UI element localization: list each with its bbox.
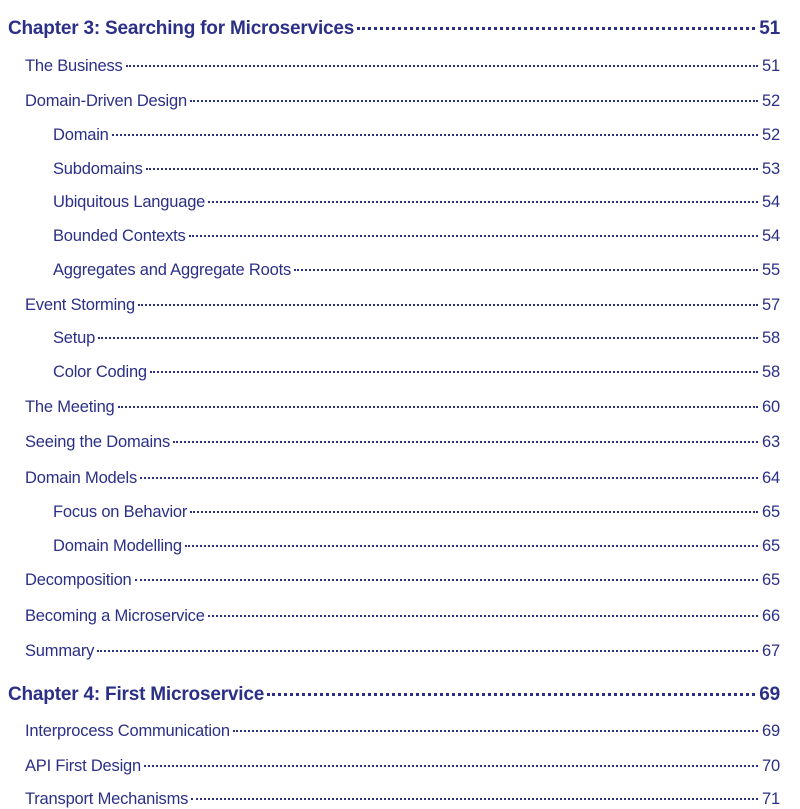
toc-entry-page: 52: [762, 126, 780, 144]
toc-section-entry: [25, 722, 780, 741]
toc-entry-page: 52: [762, 92, 780, 110]
toc-entry-title: Focus on Behavior: [53, 503, 188, 521]
toc-entry-page: 70: [762, 757, 780, 775]
toc-section-entry: [25, 398, 780, 417]
dot-leader: [190, 511, 758, 513]
toc-entry-title: Domain Models: [25, 469, 138, 487]
toc-entry-title: Chapter 3: Searching for Microservices: [8, 18, 355, 39]
dot-leader: [97, 650, 758, 652]
dot-leader: [208, 615, 758, 617]
toc-entry-page: 69: [762, 722, 780, 740]
toc-entry-page: 51: [759, 18, 780, 39]
toc-subsection-entry: [53, 193, 780, 212]
toc-section-entry: [25, 469, 780, 488]
toc-entry-title: Transport Mechanisms: [25, 790, 189, 808]
toc-entry-title: Summary: [25, 642, 95, 660]
toc-section-entry: [25, 92, 780, 111]
dot-leader: [135, 579, 759, 581]
dot-leader: [98, 337, 758, 339]
dot-leader: [190, 100, 758, 102]
toc-entry-page: 65: [762, 503, 780, 521]
toc-subsection-entry: [53, 261, 780, 280]
toc-chapter-entry: [8, 684, 780, 706]
toc-section-entry: [25, 571, 780, 590]
toc-entry-page: 58: [762, 363, 780, 381]
toc-subsection-entry: [53, 160, 780, 179]
dot-leader: [126, 65, 758, 67]
toc-entry-page: 51: [762, 57, 780, 75]
toc-entry-page: 64: [762, 469, 780, 487]
dot-leader: [173, 441, 758, 443]
toc-section-entry: [25, 296, 780, 315]
toc-entry-title: Color Coding: [53, 363, 147, 381]
toc-entry-page: 60: [762, 398, 780, 416]
dot-leader: [185, 545, 758, 547]
toc-entry-title: Chapter 4: First Microservice: [8, 684, 265, 705]
toc-entry-page: 65: [762, 571, 780, 589]
toc-entry-title: Decomposition: [25, 571, 132, 589]
toc-section-entry: [25, 57, 780, 76]
toc-entry-title: The Meeting: [25, 398, 115, 416]
toc-entry-title: Aggregates and Aggregate Roots: [53, 261, 292, 279]
toc-entry-page: 54: [762, 193, 780, 211]
toc-subsection-entry: [53, 503, 780, 522]
toc-entry-title: Becoming a Microservice: [25, 607, 205, 625]
dot-leader: [294, 269, 758, 271]
toc-entry-title: Domain: [53, 126, 109, 144]
toc-entry-title: Domain-Driven Design: [25, 92, 187, 110]
toc-entry-page: 65: [762, 537, 780, 555]
toc-entry-title: Ubiquitous Language: [53, 193, 206, 211]
dot-leader: [140, 477, 758, 479]
toc-subsection-entry: [53, 126, 780, 145]
toc-entry-title: API First Design: [25, 757, 141, 775]
dot-leader: [208, 201, 758, 203]
toc-entry-page: 67: [762, 642, 780, 660]
toc-subsection-entry: [53, 363, 780, 382]
dot-leader: [144, 765, 758, 767]
toc-subsection-entry: [53, 329, 780, 348]
dot-leader: [138, 304, 758, 306]
toc-entry-page: 53: [762, 160, 780, 178]
toc-chapter-entry: [8, 18, 780, 40]
dot-leader: [189, 235, 758, 237]
toc-subsection-entry: [53, 227, 780, 246]
dot-leader: [267, 693, 755, 696]
toc-entry-page: 58: [762, 329, 780, 347]
toc-entry-page: 57: [762, 296, 780, 314]
dot-leader: [150, 371, 758, 373]
toc-entry-title: Seeing the Domains: [25, 433, 170, 451]
toc-entry-page: 55: [762, 261, 780, 279]
toc-section-entry: [25, 607, 780, 626]
toc-entry-page: 54: [762, 227, 780, 245]
toc-entry-page: 66: [762, 607, 780, 625]
dot-leader: [112, 134, 758, 136]
toc-entry-title: Domain Modelling: [53, 537, 182, 555]
toc-entry-page: 71: [762, 790, 780, 808]
toc-entry-title: Setup: [53, 329, 96, 347]
dot-leader: [357, 27, 755, 30]
toc-section-entry: [25, 433, 780, 452]
dot-leader: [146, 168, 758, 170]
dot-leader: [233, 730, 758, 732]
toc-entry-title: Bounded Contexts: [53, 227, 186, 245]
toc-entry-title: The Business: [25, 57, 123, 75]
toc-subsection-entry: [53, 537, 780, 556]
toc-entry-title: Interprocess Communication: [25, 722, 230, 740]
toc-entry-page: 63: [762, 433, 780, 451]
dot-leader: [118, 406, 759, 408]
toc-section-entry: [25, 757, 780, 776]
toc-entry-page: 69: [759, 684, 780, 705]
toc-entry-title: Subdomains: [53, 160, 143, 178]
toc-entry-title: Event Storming: [25, 296, 136, 314]
toc-section-entry: [25, 642, 780, 661]
